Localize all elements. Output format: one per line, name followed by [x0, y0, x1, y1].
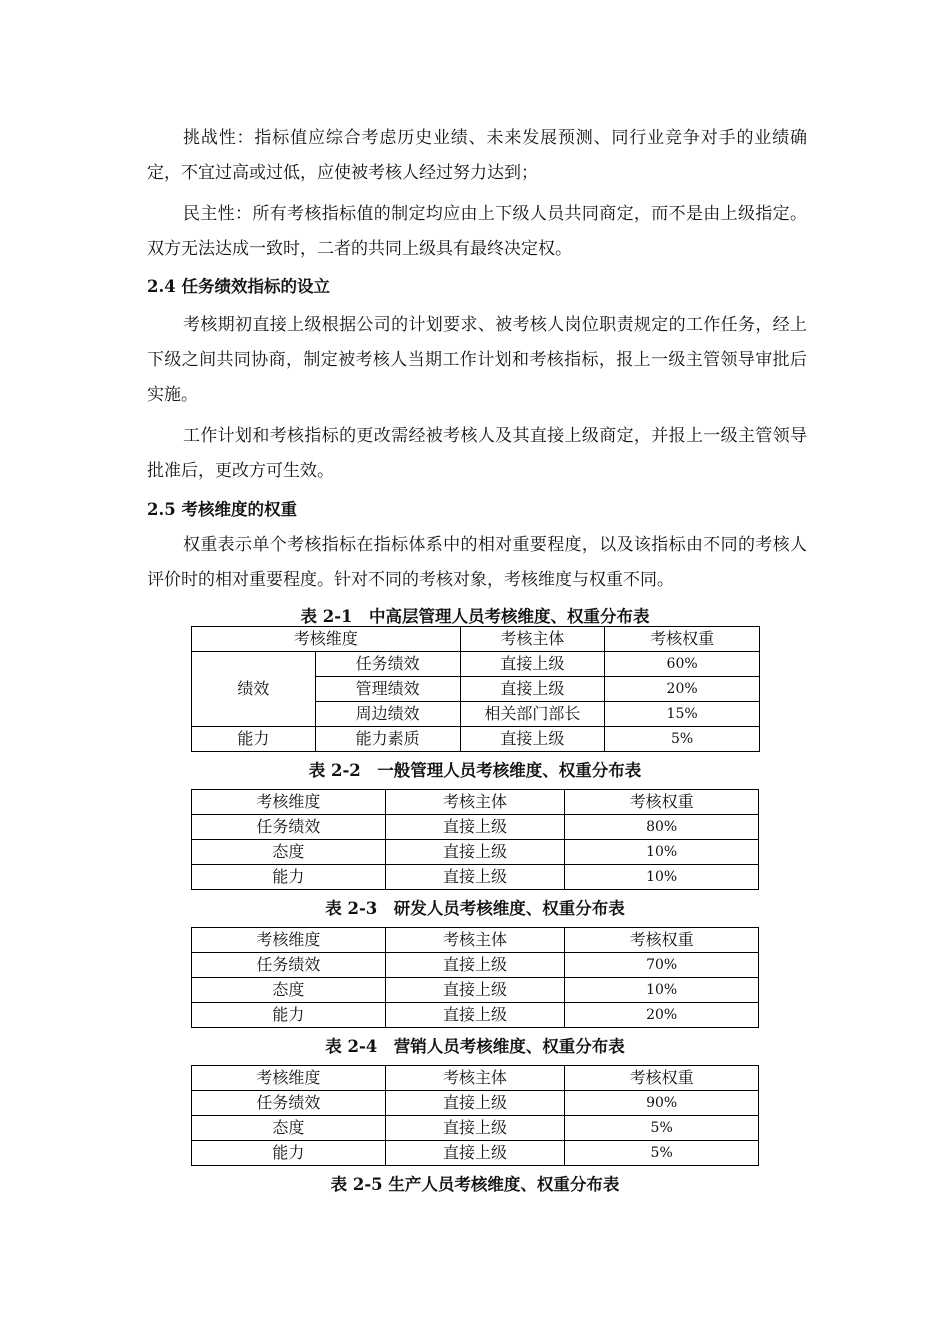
- table-cell: 能力: [192, 865, 386, 890]
- table-cell: 直接上级: [460, 652, 605, 677]
- table-row: [192, 1003, 759, 1028]
- table-caption-2-2: 表 2-2 一般管理人员考核维度、权重分布表: [308, 761, 642, 780]
- table-cell: 20%: [565, 1003, 759, 1028]
- header-cell: 考核维度: [192, 928, 386, 953]
- paragraph-plan-change: 工作计划和考核指标的更改需经被考核人及其直接上级商定，并报上一级主管领导批准后，更改方可生效。: [147, 426, 807, 481]
- table-row: [192, 953, 759, 978]
- paragraph-weights: 权重表示单个考核指标在指标体系中的相对重要程度，以及该指标由不同的考核人评价时的相对重要程度。针对不同的考核对象，考核维度与权重不同。: [147, 535, 807, 590]
- table-row: [192, 815, 759, 840]
- header-cell: 考核主体: [385, 790, 565, 815]
- table-cell: 5%: [605, 727, 760, 752]
- header-cell: 考核维度: [192, 1066, 386, 1091]
- table-cell: 相关部门部长: [460, 702, 605, 727]
- table-cell: 15%: [605, 702, 760, 727]
- table-cell: 60%: [605, 652, 760, 677]
- table-cell: 直接上级: [385, 840, 565, 865]
- table-row: [192, 652, 760, 677]
- paragraph-democracy: 民主性：所有考核指标值的制定均应由上下级人员共同商定，而不是由上级指定。双方无法达成一致时，二者的共同上级具有最终决定权。: [147, 204, 807, 259]
- table-caption-2-3: 表 2-3 研发人员考核维度、权重分布表: [325, 899, 625, 918]
- table-row: [192, 727, 760, 752]
- table-cell: 70%: [565, 953, 759, 978]
- table-header-row: [192, 928, 759, 953]
- table-cell: 直接上级: [385, 1003, 565, 1028]
- header-cell: 考核权重: [605, 627, 760, 652]
- paragraph-task-indicators: 考核期初直接上级根据公司的计划要求、被考核人岗位职责规定的工作任务，经上下级之间共同协商，制定被考核人当期工作计划和考核指标，报上一级主管领导审批后实施。: [147, 315, 807, 405]
- table-cell: 直接上级: [385, 953, 565, 978]
- header-cell: 考核权重: [565, 1066, 759, 1091]
- header-cell: 考核主体: [385, 1066, 565, 1091]
- table-cell: 态度: [192, 978, 386, 1003]
- table-caption-2-1: 表 2-1 中高层管理人员考核维度、权重分布表: [300, 607, 650, 626]
- table-cell: 20%: [605, 677, 760, 702]
- table-caption-2-4: 表 2-4 营销人员考核维度、权重分布表: [325, 1037, 625, 1056]
- table-cell: 态度: [192, 1116, 386, 1141]
- table-cell: 管理绩效: [315, 677, 460, 702]
- table-cell: 直接上级: [460, 727, 605, 752]
- header-cell: 考核维度: [192, 790, 386, 815]
- table-2-4: [191, 1065, 759, 1166]
- group-cell-performance: 绩效: [192, 652, 316, 727]
- table-2-1: [191, 626, 760, 752]
- table-cell: 10%: [565, 865, 759, 890]
- section-heading-2-4: 2.4 任务绩效指标的设立: [147, 277, 330, 296]
- table-caption-2-5: 表 2-5 生产人员考核维度、权重分布表: [330, 1175, 620, 1194]
- table-header-row: [192, 1066, 759, 1091]
- header-cell: 考核主体: [460, 627, 605, 652]
- table-row: [192, 978, 759, 1003]
- table-cell: 直接上级: [385, 978, 565, 1003]
- table-cell: 10%: [565, 978, 759, 1003]
- header-cell: 考核维度: [192, 627, 461, 652]
- table-cell: 直接上级: [460, 677, 605, 702]
- table-cell: 任务绩效: [192, 815, 386, 840]
- table-cell: 任务绩效: [315, 652, 460, 677]
- table-cell: 直接上级: [385, 865, 565, 890]
- header-cell: 考核主体: [385, 928, 565, 953]
- table-row: [192, 1091, 759, 1116]
- table-cell: 直接上级: [385, 1116, 565, 1141]
- table-cell: 任务绩效: [192, 1091, 386, 1116]
- table-cell: 10%: [565, 840, 759, 865]
- table-cell: 90%: [565, 1091, 759, 1116]
- table-2-3: [191, 927, 759, 1028]
- table-cell: 直接上级: [385, 1141, 565, 1166]
- table-row: [192, 840, 759, 865]
- table-cell: 能力: [192, 1003, 386, 1028]
- table-row: [192, 865, 759, 890]
- table-row: [192, 1116, 759, 1141]
- table-cell: 任务绩效: [192, 953, 386, 978]
- table-cell: 能力素质: [315, 727, 460, 752]
- group-cell-ability: 能力: [192, 727, 316, 752]
- table-header-row: [192, 790, 759, 815]
- table-2-2: [191, 789, 759, 890]
- header-cell: 考核权重: [565, 790, 759, 815]
- header-cell: 考核权重: [565, 928, 759, 953]
- paragraph-challenge: 挑战性：指标值应综合考虑历史业绩、未来发展预测、同行业竞争对手的业绩确定，不宜过高或过低，应使被考核人经过努力达到；: [147, 128, 807, 183]
- table-cell: 5%: [565, 1141, 759, 1166]
- table-cell: 5%: [565, 1116, 759, 1141]
- table-cell: 能力: [192, 1141, 386, 1166]
- table-cell: 周边绩效: [315, 702, 460, 727]
- table-row: [192, 1141, 759, 1166]
- section-heading-2-5: 2.5 考核维度的权重: [147, 500, 297, 519]
- table-cell: 直接上级: [385, 1091, 565, 1116]
- table-cell: 直接上级: [385, 815, 565, 840]
- table-cell: 态度: [192, 840, 386, 865]
- table-cell: 80%: [565, 815, 759, 840]
- table-header-row: [192, 627, 760, 652]
